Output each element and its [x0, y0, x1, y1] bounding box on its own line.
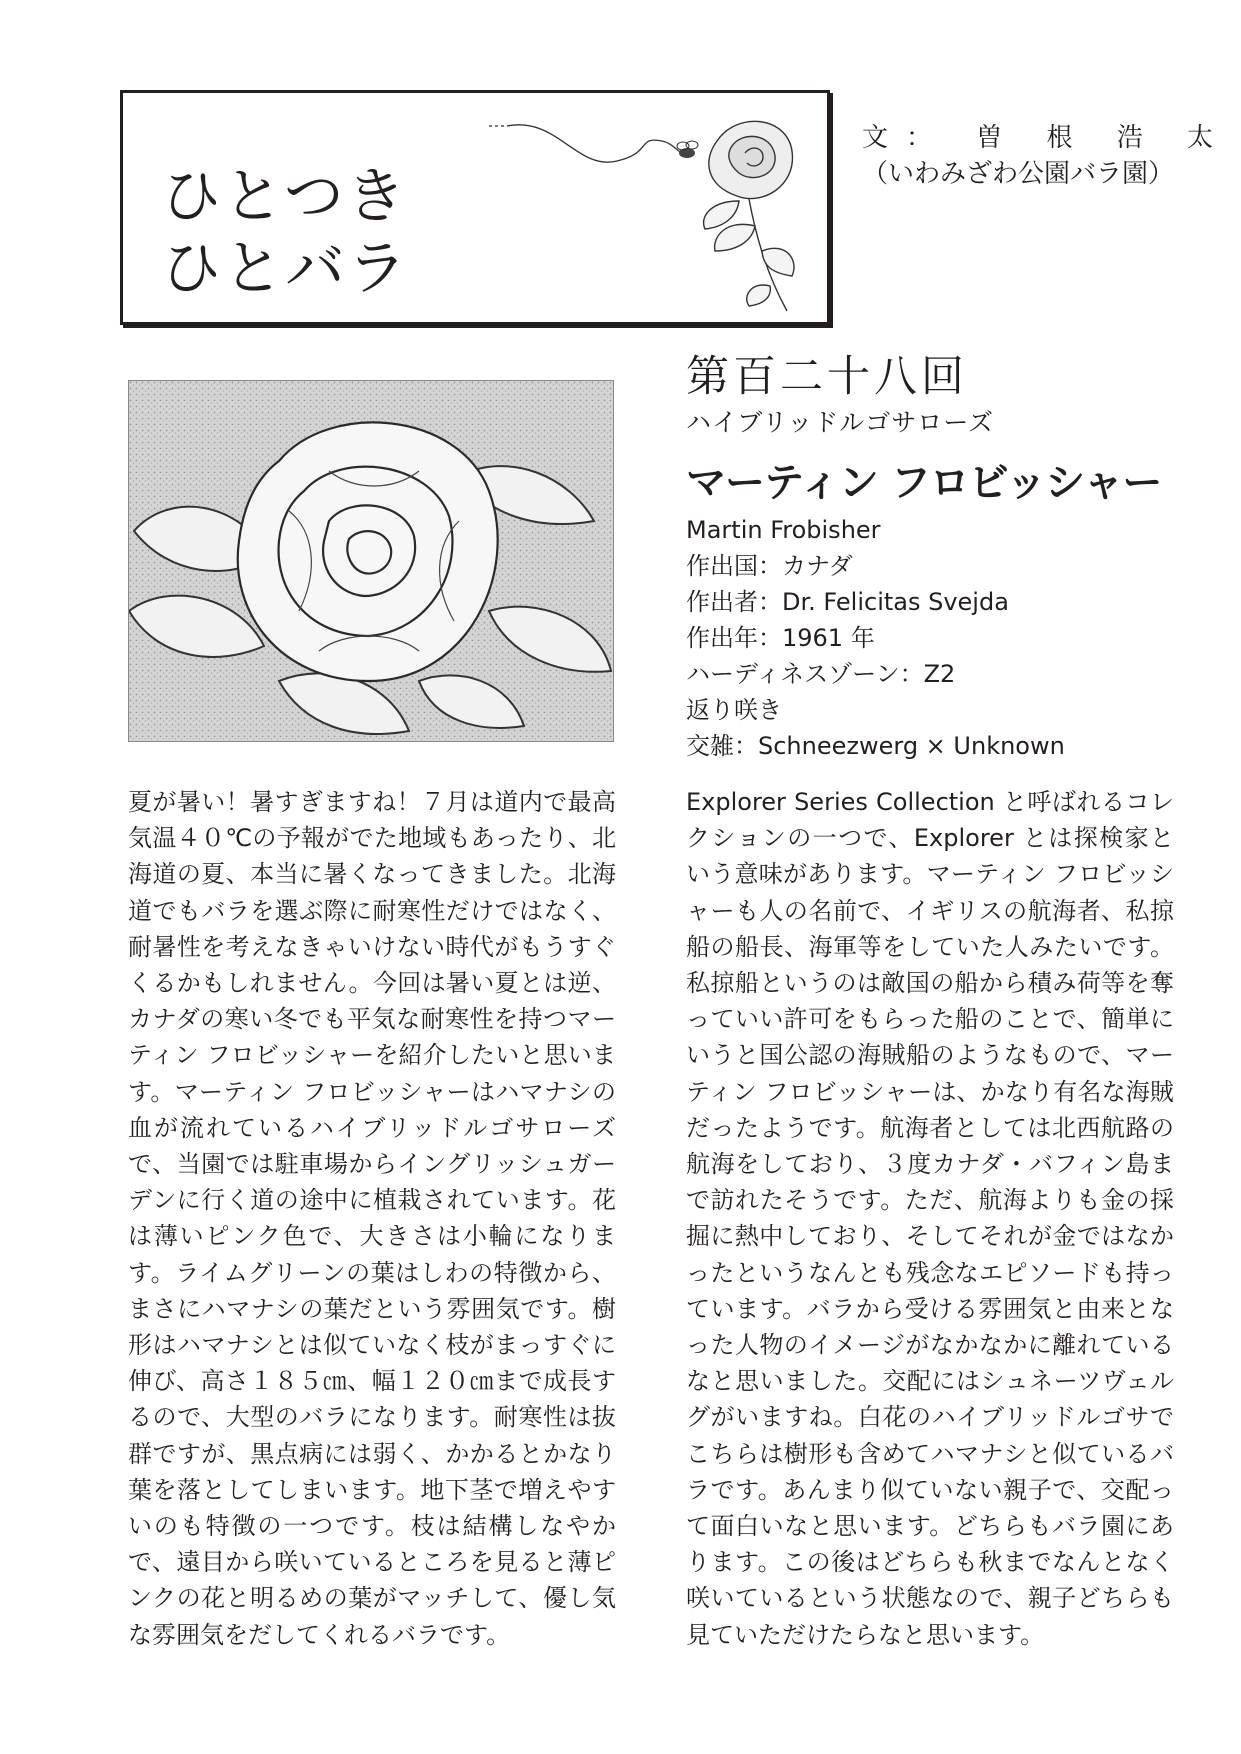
rose-and-bee-illustration [487, 101, 807, 316]
rose-info [686, 348, 1206, 764]
byline [862, 120, 1231, 192]
rose-category: ハイブリッドルゴサローズ [686, 408, 995, 437]
affiliation: （いわみざわ公園バラ園） [862, 159, 1175, 189]
spec-bloom: 返り咲き [686, 696, 782, 724]
spec-year: 作出年：1961 年 [686, 624, 875, 652]
spec-parentage: 交雑：Schneezwerg × Unknown [686, 732, 1065, 760]
bee-icon [677, 141, 698, 158]
author: 文： 曽 根 浩 太 [862, 123, 1232, 153]
body-text-left: 夏が暑い！暑すぎますね！７月は道内で最高気温４０℃の予報がでた地域もあったり、北海道の夏、本当に暑くなってきました。北海道でもバラを選ぶ際に耐寒性だけではなく、耐暑性を考えなきゃいけない時代がもうすぐくるかもしれません。今回は暑い夏とは逆、カナダの寒い冬でも平気な耐寒性を持つマーティン フロビッシャーを紹介したいと思います。マーティン フロビッシャーはハマナシの血が流れているハイブリッドルゴサローズで、当園では駐車場からイングリッシュガーデンに行く道の途中に植栽されています。花は薄いピンク色で、大きさは小輪になります。ライムグリーンの葉はしわの特徴から、まさにハマナシの葉だという雰囲気です。樹形はハマナシとは似ていなく枝がまっすぐに伸び、高さ１８５㎝、幅１２０㎝まで成長するので、大型のバラになります。耐寒性は抜群ですが、黒点病には弱く、かかるとかなり葉を落としてしまいます。地下茎で増えやすいのも特徴の一つです。枝は結構しなやかで、遠目から咲いているところを見ると薄ピンクの花と明るめの葉がマッチして、優し気な雰囲気をだしてくれるバラです。 [128, 788, 616, 1649]
spec-breeder: 作出者：Dr. Felicitas Svejda [686, 588, 1009, 616]
spec-hardiness: ハーディネスゾーン：Z2 [686, 660, 956, 688]
series-title-line2: ひとバラ [161, 234, 409, 304]
rose-photo [128, 380, 614, 742]
spec-country: 作出国：カナダ [686, 552, 853, 580]
series-header-box [120, 90, 830, 325]
series-title-line1: ひとつき [161, 162, 408, 232]
episode-number: 第百二十八回 [686, 352, 968, 402]
body-text-right: Explorer Series Collection と呼ばれるコレクションの一つで、Explorer とは探検家という意味があります。マーティン フロビッシャーも人の名前で、イギリスの航海者、私掠船の船長、海軍等をしていた人みたいです。私掠船というのは敵国の船から積み荷等を奪っていい許可をもらった船のことで、簡単にいうと国公認の海賊船のようなもので、マーティン フロビッシャーは、かなり有名な海賊だったようです。航海者としては北西航路の航海をしており、３度カナダ・バフィン島まで訪れたそうです。ただ、航海よりも金の採掘に熱中しており、そしてそれが金ではなかったというなんとも残念なエピソードも持っています。バラから受ける雰囲気と由来となった人物のイメージがなかなかに離れているなと思いました。交配にはシュネーツヴェルグがいますね。白花のハイブリッドルゴサでこちらは樹形も含めてハマナシと似ているバラです。あんまり似ていない親子で、交配って面白いなと思います。どちらもバラ園にあります。この後はどちらも秋までなんとなく咲いているという状態なので、親子どちらも見ていただけたらなと思います。 [686, 788, 1174, 1649]
rose-name-en: Martin Frobisher [686, 516, 881, 544]
rose-photo-illustration [129, 381, 614, 742]
rose-name-ja: マーティン フロビッシャー [686, 460, 1162, 506]
series-title [161, 161, 409, 305]
